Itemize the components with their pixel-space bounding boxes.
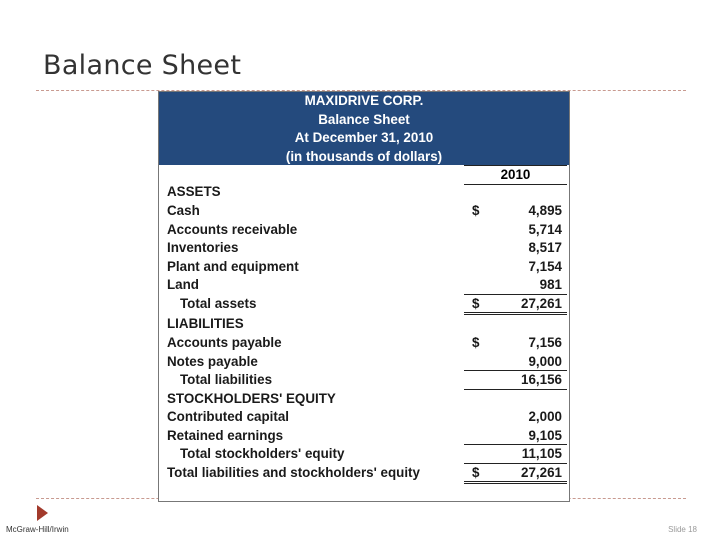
row-amount: 2,000 (528, 409, 562, 424)
table-row (159, 427, 569, 445)
row-label: Accounts payable (167, 335, 282, 350)
currency-sign: $ (472, 203, 480, 218)
row-amount: 27,261 (521, 464, 562, 480)
row-label: Cash (167, 203, 200, 218)
row-label: Contributed capital (167, 409, 290, 424)
row-label: LIABILITIES (167, 316, 244, 331)
row-amount: 8,517 (528, 240, 562, 255)
statement-header (159, 92, 569, 165)
table-row-total (159, 371, 569, 389)
table-row (159, 408, 569, 426)
balance-sheet-table (158, 91, 570, 502)
row-label: ASSETS (167, 184, 221, 199)
row-label: Plant and equipment (167, 258, 299, 274)
row-label: Inventories (167, 240, 239, 255)
currency-sign: $ (472, 464, 480, 480)
footer-arrow-icon (37, 505, 48, 521)
row-amount: 7,154 (528, 258, 562, 274)
row-label: Accounts receivable (167, 221, 298, 237)
row-label: Retained earnings (167, 427, 284, 443)
table-row-total (159, 295, 569, 313)
table-row (159, 221, 569, 239)
row-label: Total assets (180, 295, 257, 311)
currency-sign: $ (472, 335, 480, 350)
currency-sign: $ (472, 295, 480, 311)
row-amount: 9,000 (528, 353, 562, 369)
row-label: Land (167, 277, 199, 292)
row-label: STOCKHOLDERS' EQUITY (167, 390, 336, 406)
slide-title: Balance Sheet (43, 50, 242, 81)
total-double-rule (464, 481, 567, 484)
row-amount: 7,156 (528, 335, 562, 350)
section-equity (159, 390, 569, 408)
statement-date: At December 31, 2010 (294, 130, 434, 145)
row-amount: 27,261 (521, 295, 562, 311)
row-label: Total liabilities (180, 372, 273, 387)
row-label: Total liabilities and stockholders' equity (167, 464, 420, 480)
table-row (159, 258, 569, 276)
row-amount: 981 (539, 277, 562, 292)
table-row-grand-total (159, 464, 569, 482)
table-row (159, 202, 569, 220)
statement-name: Balance Sheet (318, 111, 410, 127)
row-amount: 16,156 (521, 372, 562, 387)
slide-number: Slide 18 (668, 525, 697, 534)
publisher-footer: McGraw-Hill/Irwin (6, 525, 69, 534)
table-row (159, 276, 569, 294)
statement-units: (in thousands of dollars) (285, 148, 443, 164)
row-label: Total stockholders' equity (180, 446, 345, 461)
row-amount: 5,714 (528, 221, 562, 237)
table-row-total (159, 445, 569, 463)
section-liabilities (159, 315, 569, 333)
row-label: Notes payable (167, 353, 258, 369)
table-row (159, 353, 569, 371)
table-row (159, 239, 569, 257)
company-name: MAXIDRIVE CORP. (304, 93, 424, 108)
year-top-rule (464, 165, 567, 166)
table-row (159, 334, 569, 352)
row-amount: 4,895 (528, 203, 562, 218)
section-assets (159, 183, 569, 201)
row-amount: 11,105 (521, 446, 562, 461)
year-column-header: 2010 (500, 167, 531, 182)
row-amount: 9,105 (528, 427, 562, 443)
